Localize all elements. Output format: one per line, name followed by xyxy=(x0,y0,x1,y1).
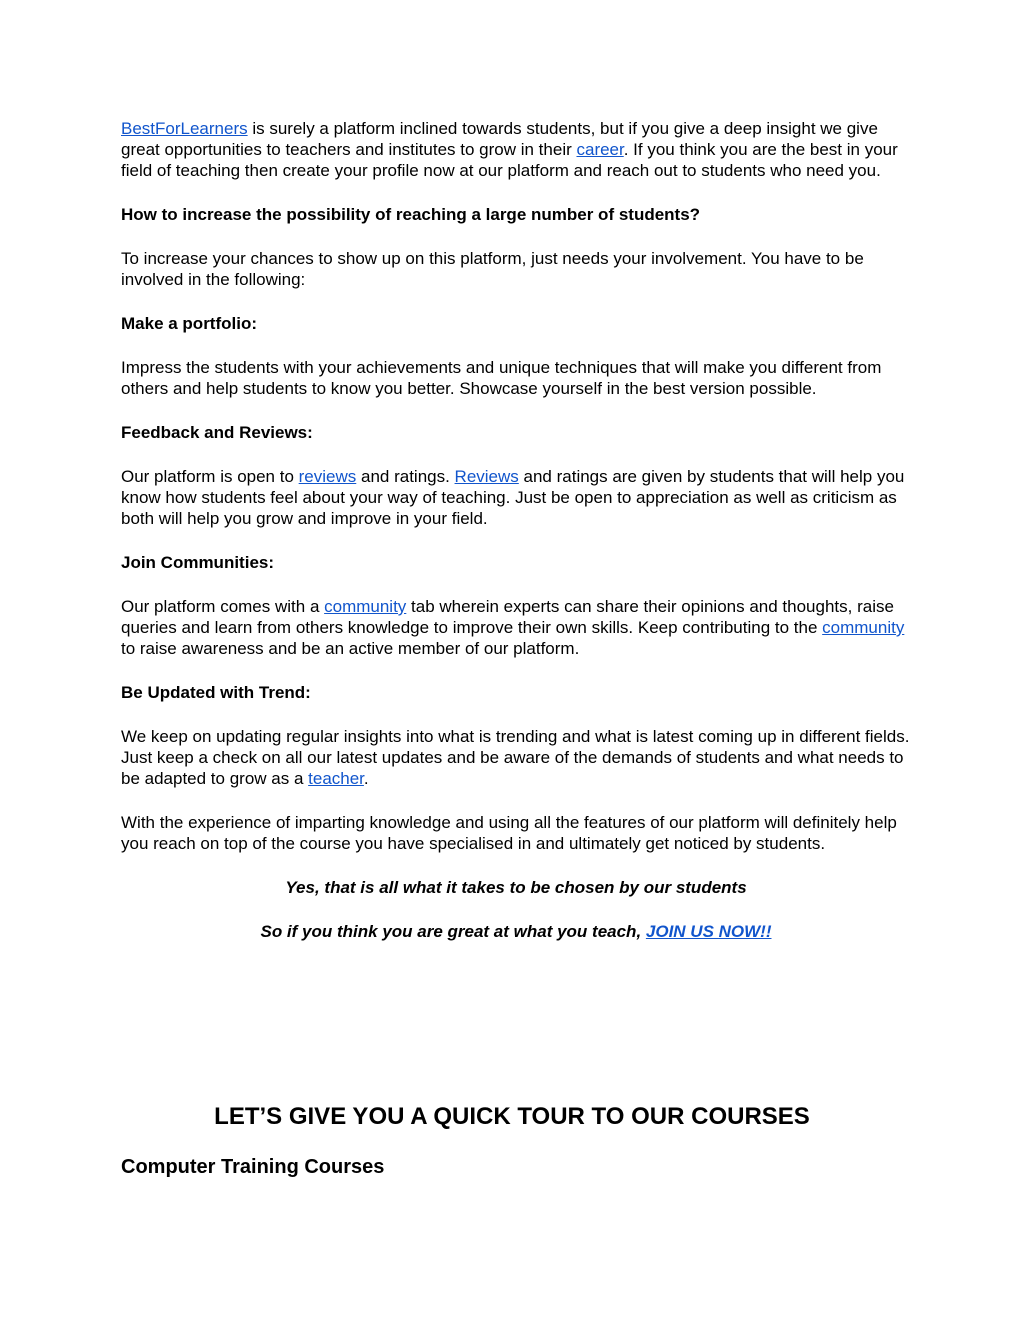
intro-text-1: is surely a platform inclined towards students, but if you give a deep insight we give great opportunities to teachers and institutes to grow in their xyxy=(121,119,878,159)
reviews-link-2[interactable]: Reviews xyxy=(454,467,519,486)
communities-text-1: Our platform comes with a xyxy=(121,597,325,616)
question-paragraph: To increase your chances to show up on this platform, just needs your involvement. You have to be involved in the following: xyxy=(121,249,864,289)
computer-training-courses-heading: Computer Training Courses xyxy=(121,1156,385,1178)
communities-text-3: to raise awareness and be an active member of our platform. xyxy=(121,639,580,658)
trend-text-2: . xyxy=(363,769,369,788)
intro-paragraph xyxy=(121,118,911,181)
trend-heading: Be Updated with Trend: xyxy=(121,683,311,702)
communities-heading: Join Communities: xyxy=(121,553,275,572)
trend-text-1: We keep on updating regular insights into what is trending and what is latest coming up in different fields. Just keep a check on all our latest updates and be aware of the demands of students and what needs to be adapted to grow as a xyxy=(121,727,910,788)
community-link-2[interactable]: community xyxy=(822,618,905,637)
join-us-now-link[interactable]: JOIN US NOW!! xyxy=(645,922,772,941)
career-link[interactable]: career xyxy=(576,140,624,159)
teacher-link[interactable]: teacher xyxy=(308,769,364,788)
communities-text-2: tab wherein experts can share their opinions and thoughts, raise queries and learn from others knowledge to improve their own skills. Keep contributing to the xyxy=(121,597,894,637)
feedback-paragraph xyxy=(121,466,911,529)
reviews-link[interactable]: reviews xyxy=(298,467,357,486)
closing-paragraph: With the experience of imparting knowledge and using all the features of our platform will definitely help you reach on top of the course you have specialised in and ultimately get noticed by students. xyxy=(121,813,897,853)
question-heading: How to increase the possibility of reaching a large number of students? xyxy=(121,205,701,224)
communities-paragraph xyxy=(121,596,911,659)
feedback-text-2: and ratings. xyxy=(356,467,455,486)
bestforlearners-link[interactable]: BestForLearners xyxy=(121,119,248,138)
document-body xyxy=(121,118,911,942)
tour-title: LET’S GIVE YOU A QUICK TOUR TO OUR COURSES xyxy=(214,1103,810,1130)
feedback-heading: Feedback and Reviews: xyxy=(121,423,313,442)
portfolio-paragraph: Impress the students with your achievements and unique techniques that will make you different from others and help students to know you better. Showcase yourself in the best version possible. xyxy=(121,358,882,398)
portfolio-heading: Make a portfolio: xyxy=(121,314,258,333)
tagline-join xyxy=(121,921,911,942)
feedback-text-1: Our platform is open to xyxy=(121,467,299,486)
intro-text-2: . If you think you are the best in your field of teaching then create your profile now at our platform and reach out to students who need you. xyxy=(121,140,898,180)
tagline-chosen: Yes, that is all what it takes to be chosen by our students xyxy=(285,878,747,897)
community-link[interactable]: community xyxy=(324,597,407,616)
trend-paragraph xyxy=(121,726,911,789)
tagline-join-text: So if you think you are great at what you teach, xyxy=(260,922,646,941)
feedback-text-3: and ratings are given by students that will help you know how students feel about your way of teaching. Just be open to appreciation as well as criticism as both will help you grow and improve in your field. xyxy=(121,467,905,528)
